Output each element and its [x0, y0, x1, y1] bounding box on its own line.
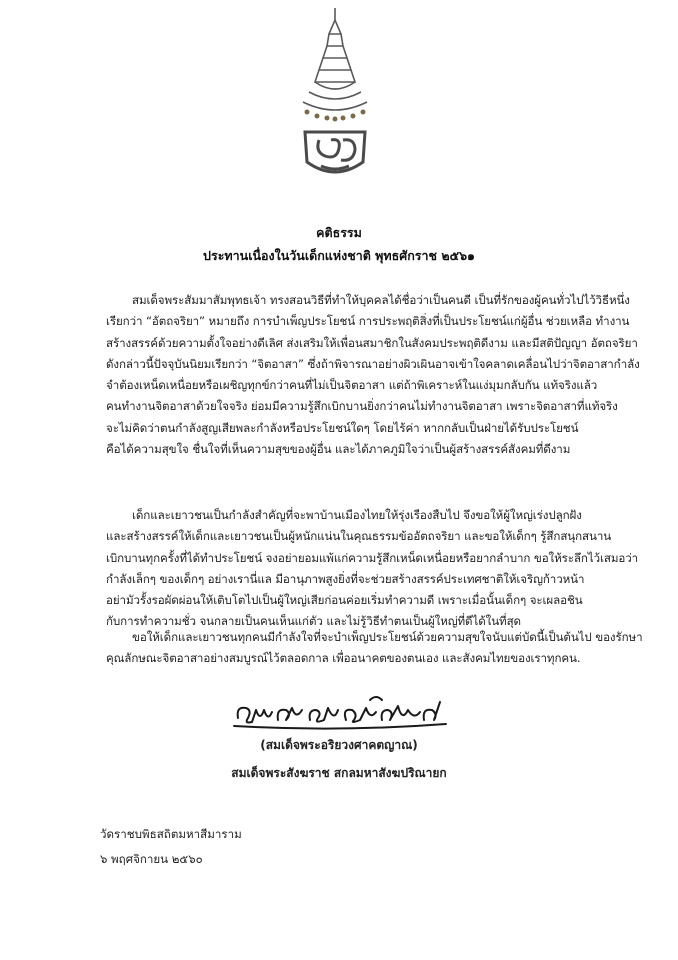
page-subtitle: ประทานเนื่องในวันเด็กแห่งชาติ พุทธศักราช ๒๕๖๑	[203, 248, 475, 263]
text-line: คนทำงานจิตอาสาด้วยใจจริง ย่อมมีความรู้สึกเบิกบานยิ่งกว่าคนไม่ทำงานจิตอาสา เพราะจิตอาสาที่แท้จริง	[106, 399, 618, 414]
issue-location: วัดราชบพิธสถิตมหาสีมาราม	[100, 827, 242, 841]
text-line: สร้างสรรค์ด้วยความตั้งใจอย่างดีเลิศ ส่งเสริมให้เพื่อนสมาชิกในสังคมประพฤติดีงาม และมีสติปัญญา อัตถจริยา	[106, 335, 638, 350]
text-line: คือได้ความสุขใจ ชื่นใจที่เห็นความสุขของผู้อื่น และได้ภาคภูมิใจว่าเป็นผู้สร้างสรรค์สังคมที่ดีงาม	[106, 442, 571, 457]
royal-emblem-icon	[285, 6, 385, 186]
text-line: คุณลักษณะจิตอาสาอย่างสมบูรณ์ไว้ตลอดกาล เพื่ออนาคตของตนเอง และสังคมไทยของเราทุกคน.	[106, 651, 581, 666]
text-line: และสร้างสรรค์ให้เด็กและเยาวชนเป็นผู้หนักแน่นในคุณธรรมข้ออัตถจริยา และขอให้เด็กๆ รู้สึกสนุกสนาน	[106, 529, 612, 544]
signatory-name: (สมเด็จพระอริยวงศาคตญาณ)	[260, 738, 418, 752]
text-line: อย่ามัวรั้งรอผัดผ่อนให้เติบโตไปเป็นผู้ใหญ่เสียก่อนค่อยเริ่มทำความดี เพราะเมื่อนั้นเด็กๆ จะเผลอชิน	[106, 593, 583, 608]
text-line: เด็กและเยาวชนเป็นกำลังสำคัญที่จะพาบ้านเมืองไทยให้รุ่งเรืองสืบไป จึงขอให้ผู้ใหญ่เร่งปลูกฝัง	[132, 508, 582, 522]
paragraph-1	[106, 290, 640, 460]
page-title: คติธรรม	[316, 225, 362, 240]
text-line: กับการทำความชั่ว จนกลายเป็นคนเห็นแก่ตัว และไม่รู้วิธีทำตนเป็นผู้ใหญ่ที่ดีได้ในที่สุด	[106, 614, 521, 629]
text-line: ดังกล่าวนี้ปัจจุบันนิยมเรียกว่า “จิตอาสา” ซึ่งถ้าพิจารณาอย่างผิวเผินอาจเข้าใจคลาดเคลื่อนไปว่าจิตอาสากำลัง	[106, 356, 640, 371]
text-line: เรียกว่า “อัตถจริยา” หมายถึง การบำเพ็ญประโยชน์ การประพฤติสิ่งที่เป็นประโยชน์แก่ผู้อื่น ช่วยเหลือ ทำงาน	[106, 314, 630, 329]
handwritten-signature	[230, 692, 450, 734]
paragraph-3	[106, 627, 643, 670]
text-line: ขอให้เด็กและเยาวชนทุกคนมีกำลังใจที่จะบำเพ็ญประโยชน์ด้วยความสุขใจนับแต่บัดนี้เป็นต้นไป ของรักษา	[132, 630, 643, 644]
text-line: จำต้องเหน็ดเหนื่อยหรือเผชิญทุกข์กว่าคนที่ไม่เป็นจิตอาสา แต่ถ้าพิเคราะห์ในแง่มุมกลับกัน แท้จริงแล้ว	[106, 378, 598, 393]
text-line: สมเด็จพระสัมมาสัมพุทธเจ้า ทรงสอนวิธีที่ทำให้บุคคลได้ชื่อว่าเป็นคนดี เป็นที่รักของผู้คนทั่วไปไว้วิธีหนึ่ง	[132, 293, 630, 307]
signatory-title: สมเด็จพระสังฆราช สกลมหาสังฆปริณายก	[231, 766, 447, 780]
paragraph-2	[106, 505, 639, 633]
text-line: กำลังเล็กๆ ของเด็กๆ อย่างเรานี่แล มีอานุภาพสูงยิ่งที่จะช่วยสร้างสรรค์ประเทศชาติให้เจริญก้าวหน้า	[106, 571, 585, 586]
text-line: เบิกบานทุกครั้งที่ได้ทำประโยชน์ จงอย่ายอมแพ้แก่ความรู้สึกเหน็ดเหนื่อยหรือยากลำบาก ขอให้ระลึกไว้เสมอว่า	[106, 550, 639, 565]
text-line: จะไม่คิดว่าตนกำลังสูญเสียพละกำลังหรือประโยชน์ใดๆ โดยไร้ค่า หากกลับเป็นฝ่ายได้รับประโยชน์	[106, 420, 579, 435]
issue-date: ๖ พฤศจิกายน ๒๕๖๐	[100, 852, 203, 866]
